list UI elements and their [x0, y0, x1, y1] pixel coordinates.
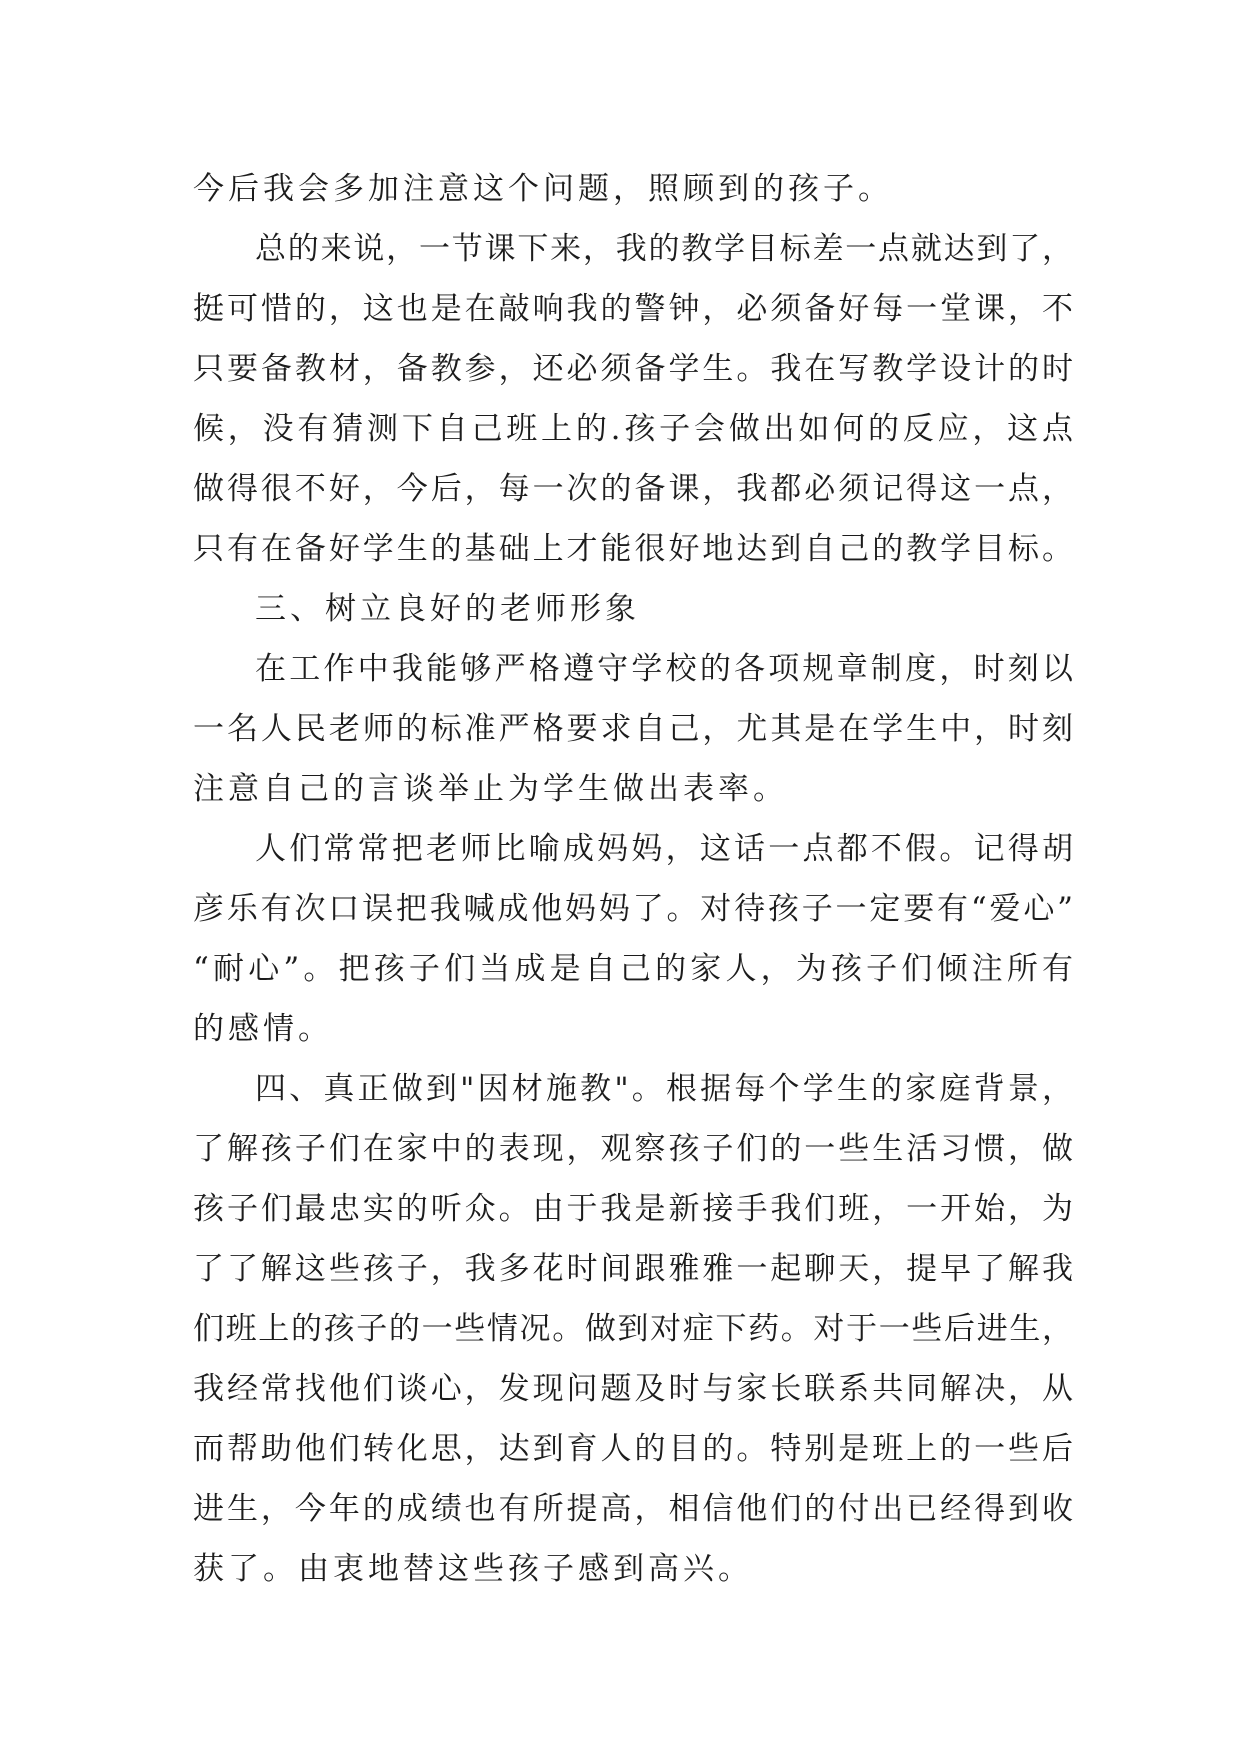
text-line: 我经常找他们谈心，发现问题及时与家长联系共同解决，从 — [193, 1371, 1073, 1407]
text-line: 获了。由衷地替这些孩子感到高兴。 — [193, 1551, 753, 1587]
text-line: 进生，今年的成绩也有所提高，相信他们的付出已经得到收 — [193, 1491, 1073, 1527]
text-line: 一名人民老师的标准严格要求自己，尤其是在学生中，时刻 — [193, 711, 1073, 747]
text-line: 只要备教材，备教参，还必须备学生。我在写教学设计的时 — [193, 351, 1073, 387]
text-line: 的感情。 — [193, 1011, 333, 1047]
text-line: 彦乐有次口误把我喊成他妈妈了。对待孩子一定要有“爱心” — [193, 891, 1073, 927]
text-line: 候，没有猜测下自己班上的.孩子会做出如何的反应，这点 — [193, 411, 1073, 447]
text-line: 了解孩子们在家中的表现，观察孩子们的一些生活习惯，做 — [193, 1131, 1073, 1167]
text-line: 做得很不好，今后，每一次的备课，我都必须记得这一点， — [193, 471, 1073, 507]
text-line: 们班上的孩子的一些情况。做到对症下药。对于一些后进生， — [193, 1311, 1073, 1347]
text-line: 孩子们最忠实的听众。由于我是新接手我们班，一开始，为 — [193, 1191, 1073, 1227]
section-heading: 三、树立良好的老师形象 — [255, 591, 640, 627]
text-line: “耐心”。把孩子们当成是自己的家人，为孩子们倾注所有 — [193, 951, 1073, 987]
text-line: 今后我会多加注意这个问题，照顾到的孩子。 — [193, 171, 893, 207]
section-heading: 四、真正做到"因材施教"。根据每个学生的家庭背景， — [255, 1071, 1073, 1107]
text-line: 挺可惜的，这也是在敲响我的警钟，必须备好每一堂课，不 — [193, 291, 1073, 327]
text-line: 注意自己的言谈举止为学生做出表率。 — [193, 771, 788, 807]
text-line: 而帮助他们转化思，达到育人的目的。特别是班上的一些后 — [193, 1431, 1073, 1467]
paragraph-start-line: 在工作中我能够严格遵守学校的各项规章制度，时刻以 — [255, 651, 1073, 687]
text-line: 了了解这些孩子，我多花时间跟雅雅一起聊天，提早了解我 — [193, 1251, 1073, 1287]
paragraph-start-line: 人们常常把老师比喻成妈妈，这话一点都不假。记得胡 — [255, 831, 1073, 867]
text-line: 只有在备好学生的基础上才能很好地达到自己的教学目标。 — [193, 531, 1073, 567]
paragraph-start-line: 总的来说，一节课下来，我的教学目标差一点就达到了， — [255, 231, 1073, 267]
